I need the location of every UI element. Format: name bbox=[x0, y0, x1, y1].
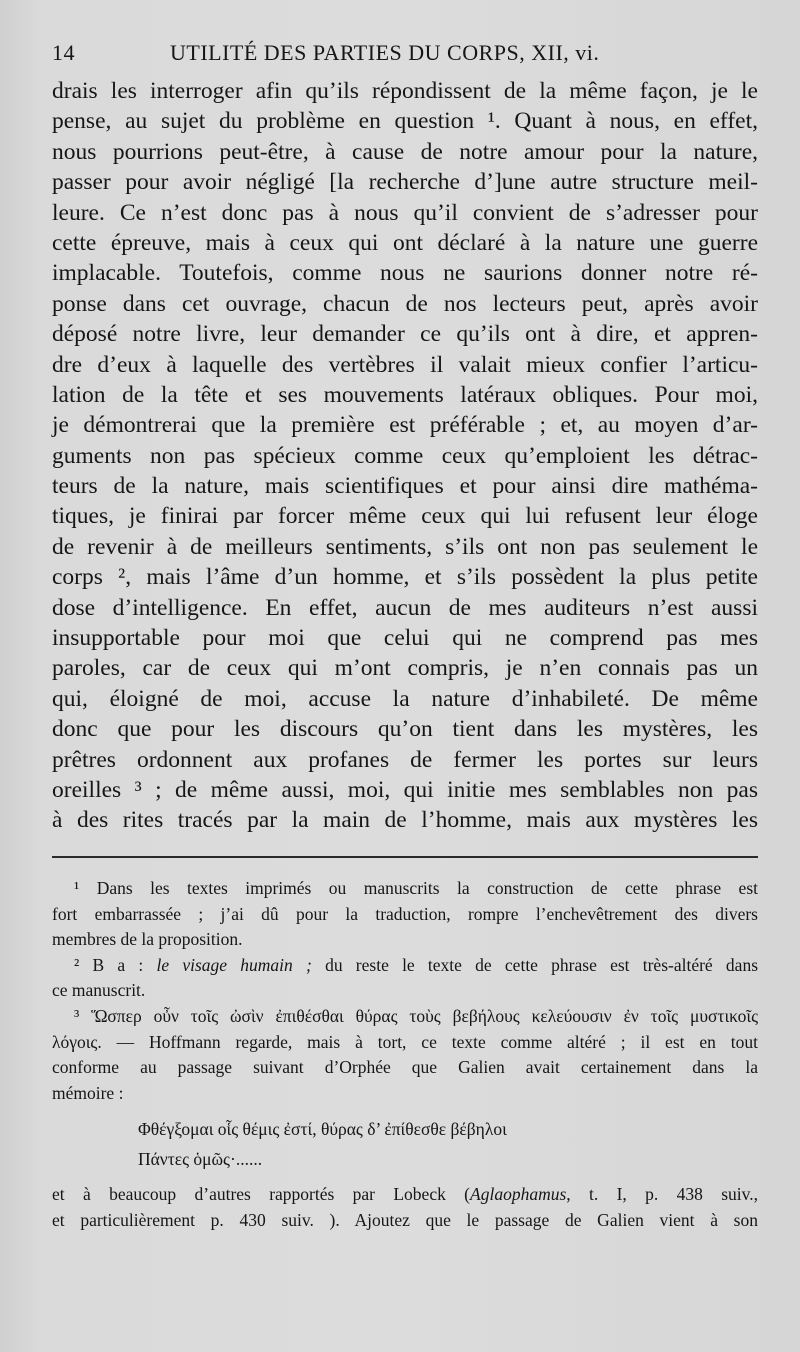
body-line: dre d’eux à laquelle des vertèbres il valait mieux confier l’articu- bbox=[52, 351, 758, 378]
footnote-3-line: ³ Ὥσπερ οὖν τοῖς ὠσὶν ἐπιθέσθαι θύρας τοὺς βεβήλους κελεύουσιν ἐν τοῖς μυστικοῖς bbox=[74, 1005, 758, 1026]
footnotes bbox=[52, 876, 758, 1234]
body-line: qui, éloigné de moi, accuse la nature d’inhabileté. De même bbox=[52, 685, 758, 712]
body-line: pense, au sujet du problème en question ¹. Quant à nous, en effet, bbox=[52, 108, 758, 135]
verse-line: Φθέγξομαι οἷς θέμις ἐστί, θύρας δ’ ἐπίθεσθε βέβηλοι bbox=[138, 1119, 507, 1140]
running-title: UTILITÉ DES PARTIES DU CORPS, XII, vi. bbox=[170, 40, 600, 65]
body-line: oreilles ³ ; de même aussi, moi, qui initie mes semblables non pas bbox=[52, 776, 758, 803]
footnote-3-line bbox=[52, 1182, 758, 1208]
body-line: donc que pour les discours qu’on tient dans les mystères, les bbox=[52, 716, 758, 743]
body-line: leure. Ce n’est donc pas à nous qu’il convient de s’adresser pour bbox=[52, 199, 758, 226]
body-line: insupportable pour moi que celui qui ne comprend pas mes bbox=[52, 625, 758, 652]
verse-line: Πάντες ὁμῶς·...... bbox=[138, 1149, 263, 1170]
body-line: implacable. Toutefois, comme nous ne saurions donner notre ré- bbox=[52, 260, 758, 287]
footnote-2-line: ce manuscrit. bbox=[52, 980, 146, 1001]
footnote-separator bbox=[52, 856, 758, 858]
footnote-3-after-prefix: et à beaucoup d’autres rapportés par Lobeck ( bbox=[52, 1184, 471, 1205]
body-line: corps ², mais l’âme d’un homme, et s’ils possèdent la plus petite bbox=[52, 564, 758, 591]
body-line: prêtres ordonnent aux profanes de fermer les portes sur leurs bbox=[52, 746, 758, 773]
footnote-3-after-rest: , t. I, p. 438 suiv., bbox=[566, 1184, 758, 1205]
footnote-2-italic: le visage humain ; bbox=[156, 954, 312, 975]
body-line: cette épreuve, mais à ceux qui ont déclaré à la nature une guerre bbox=[52, 229, 758, 256]
body-line: lation de la tête et ses mouvements latéraux obliques. Pour moi, bbox=[52, 381, 758, 408]
footnote-3-after-italic: Aglaophamus bbox=[470, 1184, 567, 1205]
body-line: paroles, car de ceux qui m’ont compris, je n’en connais pas un bbox=[52, 655, 758, 682]
body-line: guments non pas spécieux comme ceux qu’emploient les détrac- bbox=[52, 442, 758, 469]
footnote-3-line: λόγοις. — Hoffmann regarde, mais à tort, ce texte comme altéré ; il est en tout bbox=[52, 1031, 758, 1052]
footnote-1-line: fort embarrassée ; j’ai dû pour la traduction, rompre l’enchevêtrement des divers bbox=[52, 903, 758, 924]
body-line: passer pour avoir négligé [la recherche d’]une autre structure meil- bbox=[52, 169, 758, 196]
body-line: à des rites tracés par la main de l’homme, mais aux mystères les bbox=[52, 807, 758, 834]
footnote-1-line: ¹ Dans les textes imprimés ou manuscrits la construction de cette phrase est bbox=[74, 878, 758, 898]
body-line: dose d’intelligence. En effet, aucun de mes auditeurs n’est aussi bbox=[52, 594, 758, 621]
footnote-3-line: conforme au passage suivant d’Orphée que Galien avait certainement dans la bbox=[52, 1057, 758, 1078]
page-header bbox=[52, 40, 762, 72]
body-line: drais les interroger afin qu’ils répondissent de la même façon, je le bbox=[52, 78, 758, 104]
body-line: teurs de la nature, mais scientifiques et pour ainsi dire mathéma- bbox=[52, 473, 758, 500]
footnote-2-line bbox=[52, 953, 758, 979]
body-line: nous pourrions peut-être, à cause de notre amour pour la nature, bbox=[52, 138, 758, 165]
verse-quote bbox=[52, 1106, 758, 1182]
body-line: de revenir à de meilleurs sentiments, s’ils ont non pas seulement le bbox=[52, 533, 758, 560]
footnote-3-line: et particulièrement p. 430 suiv. ). Ajoutez que le passage de Galien vient à son bbox=[52, 1209, 758, 1230]
body-line: je démontrerai que la première est préférable ; et, au moyen d’ar- bbox=[52, 412, 758, 439]
body-line: tiques, je finirai par forcer même ceux qui lui refusent leur éloge bbox=[52, 503, 758, 530]
body-line: déposé notre livre, leur demander ce qu’ils ont à dire, et appren- bbox=[52, 321, 758, 348]
body-line: ponse dans cet ouvrage, chacun de nos lecteurs peut, après avoir bbox=[52, 290, 758, 317]
footnote-2-rest: du reste le texte de cette phrase est très-altéré dans bbox=[325, 954, 759, 975]
footnote-3-line: mémoire : bbox=[52, 1082, 124, 1103]
main-text bbox=[52, 76, 758, 836]
footnote-2-prefix: ² B a : bbox=[74, 954, 144, 975]
page-number: 14 bbox=[52, 40, 75, 65]
footnote-1-line: membres de la proposition. bbox=[52, 929, 243, 950]
